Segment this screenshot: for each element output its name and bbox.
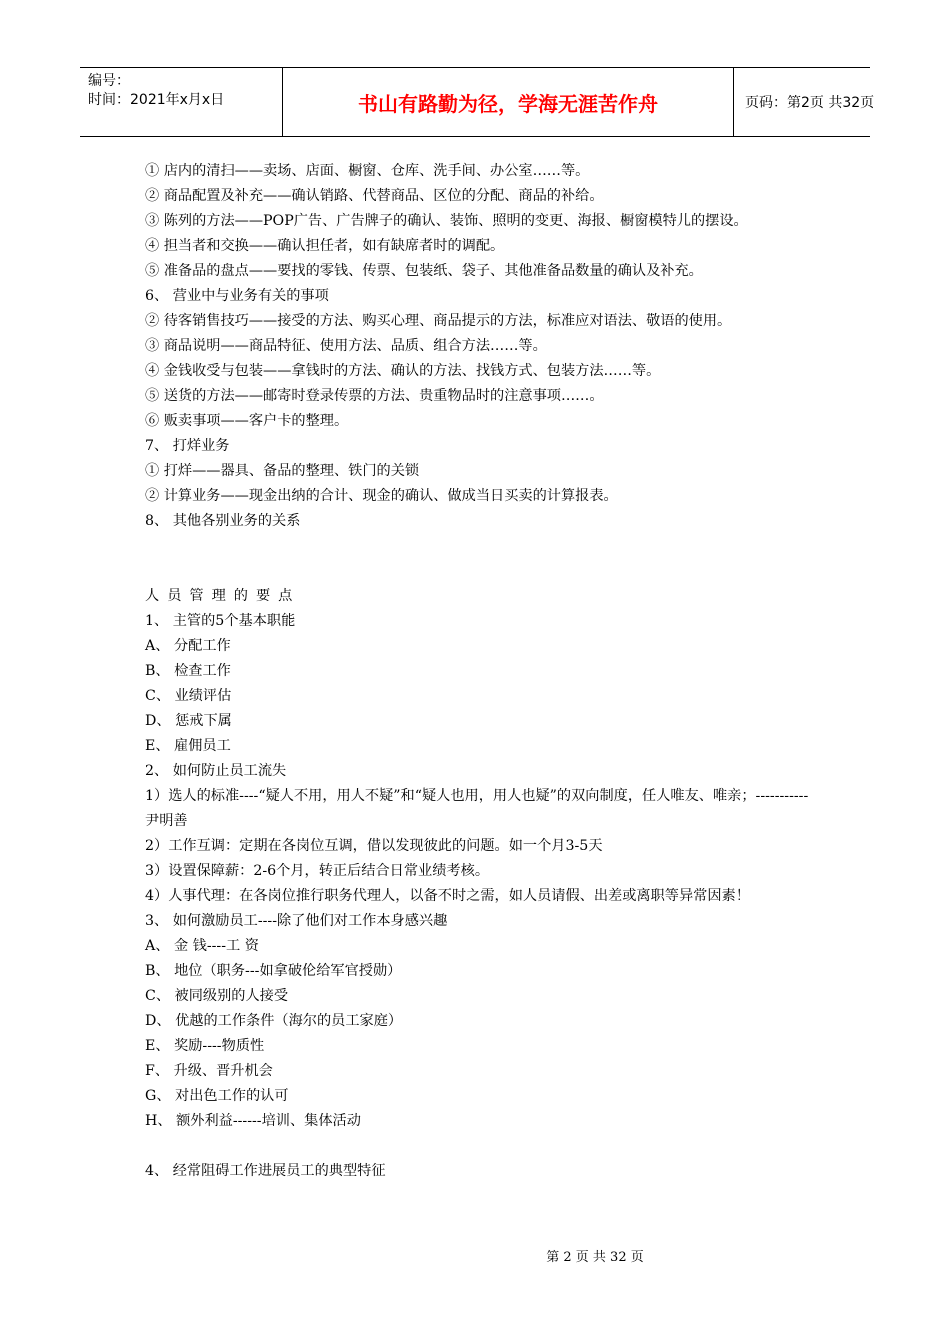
list-item: E、 奖励----物质性	[145, 1038, 265, 1054]
blank-line	[145, 534, 815, 559]
text-line: ① 打烊——器具、备品的整理、铁门的关锁	[145, 463, 420, 479]
list-item: C、 业绩评估	[145, 688, 232, 704]
blank-line	[145, 1134, 815, 1159]
section-heading: 8、 其他各别业务的关系	[145, 513, 301, 529]
chapter-title: 人员管理的要点	[145, 588, 301, 604]
text-line: ③ 陈列的方法——POP广告、广告牌子的确认、装饰、照明的变更、海报、橱窗模特儿的摆设。	[145, 213, 748, 229]
section-heading: 1、 主管的5个基本职能	[145, 613, 296, 629]
section-heading: 2、 如何防止员工流失	[145, 763, 287, 779]
page-footer: 第 2 页 共 32 页	[546, 1250, 644, 1265]
list-item: B、 检查工作	[145, 663, 231, 679]
list-item: A、 金 钱----工 资	[145, 938, 259, 954]
list-item: H、 额外利益------培训、集体活动	[145, 1113, 361, 1129]
section-heading: 7、 打烊业务	[145, 438, 230, 454]
text-line: ② 待客销售技巧——接受的方法、购买心理、商品提示的方法，标准应对语法、敬语的使用。	[145, 313, 732, 329]
document-body	[145, 159, 815, 1184]
list-item: A、 分配工作	[145, 638, 231, 654]
text-line: 4）人事代理：在各岗位推行职务代理人，以备不时之需，如人员请假、出差或离职等异常因素！	[145, 888, 750, 904]
list-item: C、 被同级别的人接受	[145, 988, 289, 1004]
text-line: ② 计算业务——现金出纳的合计、现金的确认、做成当日买卖的计算报表。	[145, 488, 618, 504]
list-item: F、 升级、晋升机会	[145, 1063, 273, 1079]
text-line: ① 店内的清扫——卖场、店面、橱窗、仓库、洗手间、办公室……等。	[145, 163, 590, 179]
text-line: ② 商品配置及补充——确认销路、代替商品、区位的分配、商品的补给。	[145, 188, 604, 204]
text-line: ⑥ 贩卖事项——客户卡的整理。	[145, 413, 349, 429]
section-heading: 3、 如何激励员工----除了他们对工作本身感兴趣	[145, 913, 448, 929]
text-line: ④ 金钱收受与包装——拿钱时的方法、确认的方法、找钱方式、包装方法……等。	[145, 363, 661, 379]
text-line: 2）工作互调：定期在各岗位互调，借以发现彼此的问题。如一个月3-5天	[145, 838, 603, 854]
list-item: E、 雇佣员工	[145, 738, 231, 754]
document-number-label: 编号：	[88, 73, 130, 89]
text-line: 3）设置保障薪：2-6个月，转正后结合日常业绩考核。	[145, 863, 490, 879]
text-line: 1）选人的标准----“疑人不用，用人不疑”和“疑人也用，用人也疑”的双向制度，任人唯友、唯亲；-----------尹明善	[145, 788, 809, 829]
list-item: G、 对出色工作的认可	[145, 1088, 289, 1104]
header-motto: 书山有路勤为径，学海无涯苦作舟	[282, 68, 734, 136]
list-item: D、 优越的工作条件（海尔的员工家庭）	[145, 1013, 403, 1029]
section-heading: 6、 营业中与业务有关的事项	[145, 288, 329, 304]
text-line: ④ 担当者和交换——确认担任者，如有缺席者时的调配。	[145, 238, 505, 254]
text-line: ③ 商品说明——商品特征、使用方法、品质、组合方法……等。	[145, 338, 547, 354]
header-meta	[80, 68, 282, 136]
section-heading: 4、 经常阻碍工作进展员工的典型特征	[145, 1163, 386, 1179]
page-header	[80, 67, 875, 137]
text-line: ⑤ 准备品的盘点——要找的零钱、传票、包装纸、袋子、其他准备品数量的确认及补充。	[145, 263, 703, 279]
text-line: ⑤ 送货的方法——邮寄时登录传票的方法、贵重物品时的注意事项……。	[145, 388, 604, 404]
blank-line	[145, 559, 815, 584]
document-time-label: 时间：2021年x月x日	[88, 92, 225, 108]
list-item: D、 惩戒下属	[145, 713, 232, 729]
header-page-number: 页码：第2页 共32页	[745, 95, 875, 111]
list-item: B、 地位（职务---如拿破伦给军官授勋）	[145, 963, 402, 979]
